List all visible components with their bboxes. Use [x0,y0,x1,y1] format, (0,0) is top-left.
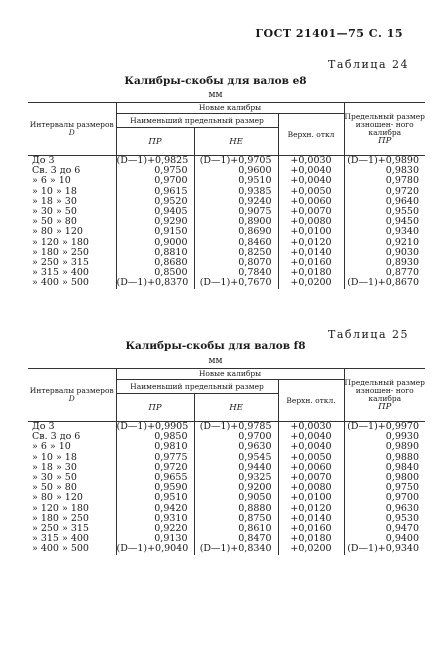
table-row: » 315 » 400 0,8500 0,7840 +0,0180 0,8770 [28,268,425,278]
col-new-gauges: Новые калибры [116,369,344,380]
table-row: До 3 (D—1)+0,9825 (D—1)+0,9705 +0,0030 (D—1)+0,9890 [28,156,425,167]
col-new-gauges: Новые калибры [116,103,344,114]
table-row: » 315 » 400 0,9130 0,8470 +0,0180 0,9400 [28,534,425,544]
table-row: » 6 » 10 0,9810 0,9630 +0,0040 0,9890 [28,442,425,452]
table-label: Таблица 24 [328,58,409,71]
col-smallest-limit: Наименьший предельный размер [116,380,278,394]
table-row: До 3 (D—1)+0,9905 (D—1)+0,9785 +0,0030 (D—1)+0,9970 [28,422,425,433]
data-table [28,102,425,289]
table-row: » 400 » 500 (D—1)+0,9040 (D—1)+0,8340 +0,0200 (D—1)+0,9340 [28,544,425,554]
table-title: Калибры-скобы для валов f8 [125,340,306,352]
table-unit: мм [208,90,223,100]
table-row: » 400 » 500 (D—1)+0,8370 (D—1)+0,7670 +0,0200 (D—1)+0,8670 [28,278,425,288]
data-table [28,368,425,555]
table-label: Таблица 25 [328,328,409,341]
page-header: ГОСТ 21401—75 С. 15 [255,27,403,40]
table-row: » 250 » 315 0,8680 0,8070 +0,0160 0,8930 [28,258,425,268]
col-intervals: Интервалы размеров D [28,103,116,156]
table-row: » 50 » 80 0,9590 0,9200 +0,0080 0,9750 [28,483,425,493]
table-row: » 180 » 250 0,9310 0,8750 +0,0140 0,9530 [28,514,425,524]
col-pr: ПР [116,394,194,422]
table-row: » 250 » 315 0,9220 0,8610 +0,0160 0,9470 [28,524,425,534]
table-row: » 30 » 50 0,9405 0,9075 +0,0070 0,9550 [28,207,425,217]
table-row: » 10 » 18 0,9615 0,9385 +0,0050 0,9720 [28,187,425,197]
table-unit: мм [208,356,223,366]
col-pr: ПР [116,128,194,156]
col-worn-limit: Предельный размер изношен- ного калибра ПР [344,369,425,422]
table-row: Св. 3 до 6 0,9850 0,9700 +0,0040 0,9930 [28,432,425,442]
table-row: » 180 » 250 0,8810 0,8250 +0,0140 0,9030 [28,248,425,258]
table-row: » 18 » 30 0,9720 0,9440 +0,0060 0,9840 [28,463,425,473]
table-row: » 18 » 30 0,9520 0,9240 +0,0060 0,9640 [28,197,425,207]
table-row: » 80 » 120 0,9510 0,9050 +0,0100 0,9700 [28,493,425,503]
table-row: » 10 » 18 0,9775 0,9545 +0,0050 0,9880 [28,453,425,463]
col-upper-dev: Верхн. откл [278,114,344,156]
table-row: » 30 » 50 0,9655 0,9325 +0,0070 0,9800 [28,473,425,483]
table-row: Св. 3 до 6 0,9750 0,9600 +0,0040 0,9830 [28,166,425,176]
col-worn-limit: Предельный размер изношен- ного калибра ПР [344,103,425,156]
col-smallest-limit: Наименьший предельный размер [116,114,278,128]
table-row: » 50 » 80 0,9290 0,8900 +0,0080 0,9450 [28,217,425,227]
table-row: » 6 » 10 0,9700 0,9510 +0,0040 0,9780 [28,176,425,186]
col-ne: НЕ [194,128,278,156]
col-intervals: Интервалы размеров D [28,369,116,422]
col-upper-dev: Верхн. откл. [278,380,344,422]
table-row: » 120 » 180 0,9000 0,8460 +0,0120 0,9210 [28,238,425,248]
table-row: » 80 » 120 0,9150 0,8690 +0,0100 0,9340 [28,227,425,237]
table-title: Калибры-скобы для валов е8 [124,75,307,87]
table-row: » 120 » 180 0,9420 0,8880 +0,0120 0,9630 [28,504,425,514]
col-ne: НЕ [194,394,278,422]
